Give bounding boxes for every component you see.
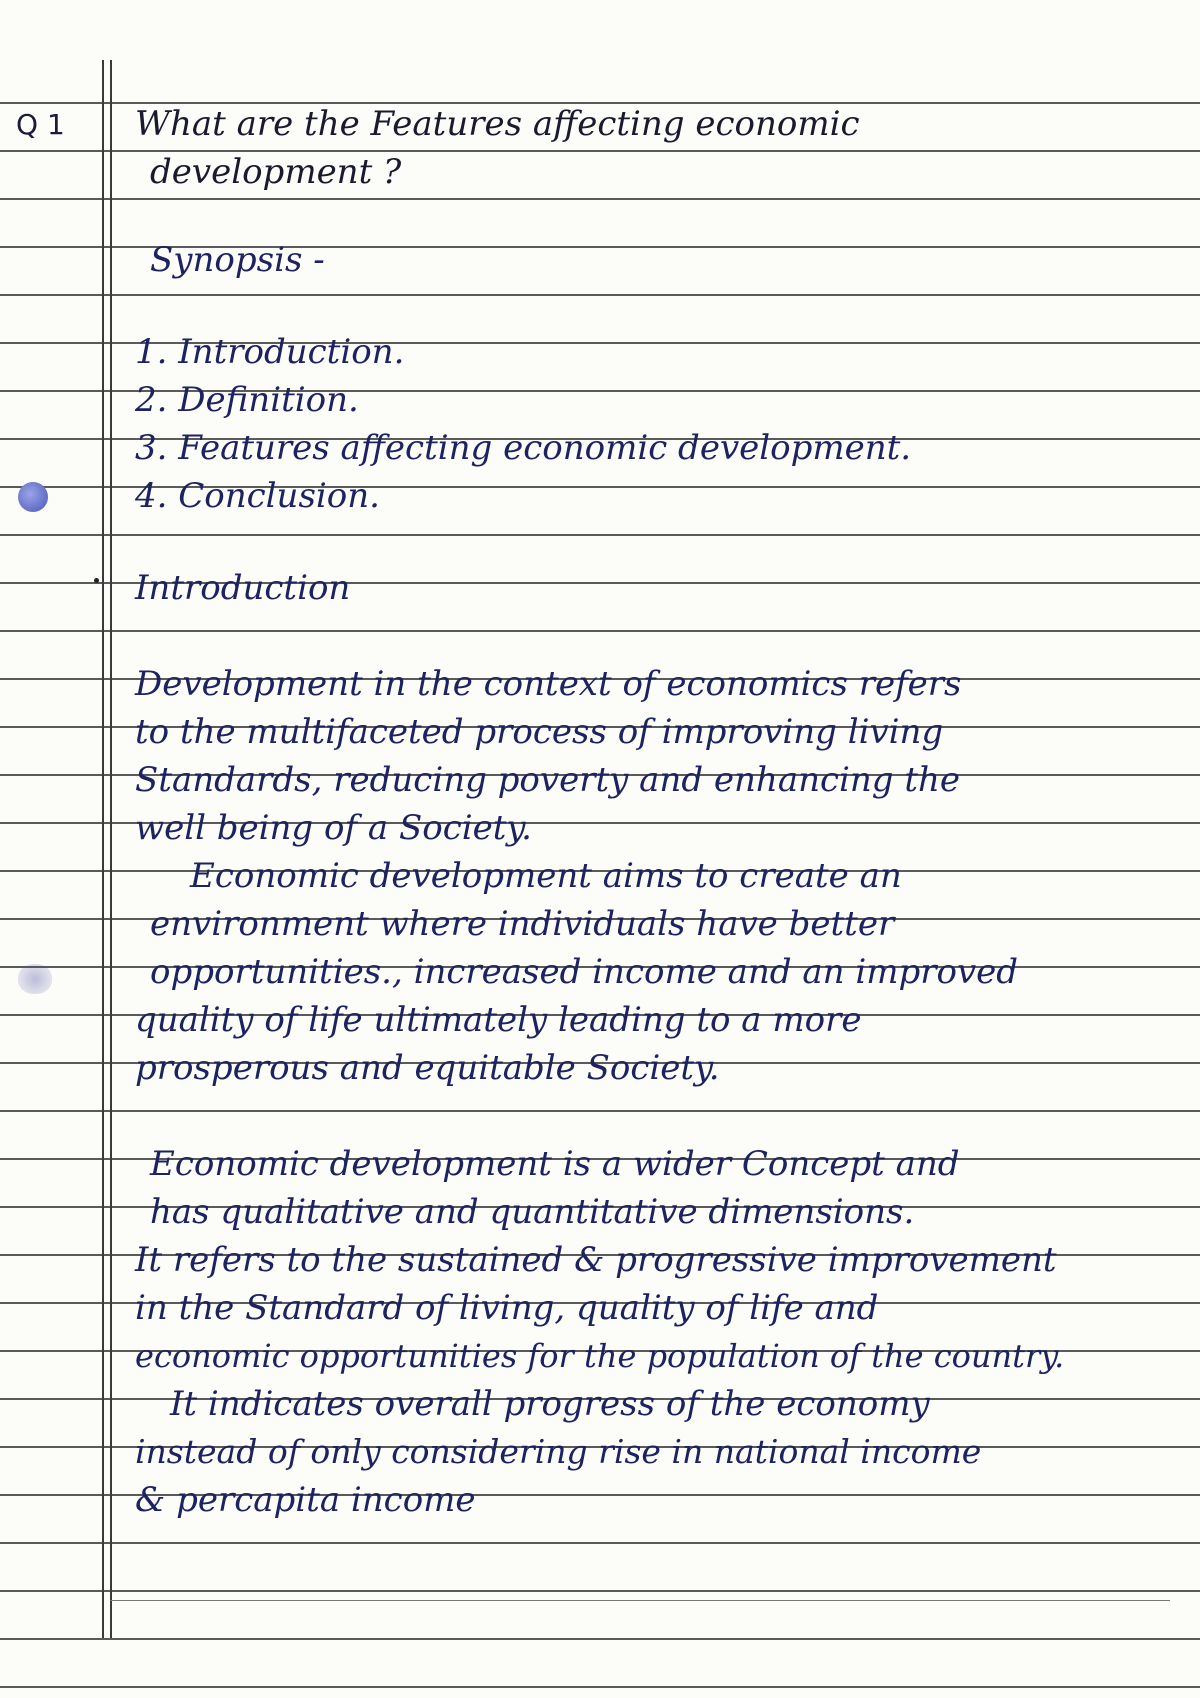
question-text-line: What are the Features affecting economic xyxy=(135,104,860,144)
synopsis-item: 2. Definition. xyxy=(135,380,359,420)
paragraph-line: It refers to the sustained & progressive improvement xyxy=(135,1240,1057,1280)
paragraph-line: Standards, reducing poverty and enhancing the xyxy=(135,760,961,800)
paragraph-line: to the multifaceted process of improving living xyxy=(135,712,944,752)
synopsis-item: 4. Conclusion. xyxy=(135,476,380,516)
binder-hole-icon xyxy=(18,482,48,512)
paragraph-line: instead of only considering rise in national income xyxy=(135,1432,982,1471)
paragraph-line: has qualitative and quantitative dimensions. xyxy=(150,1192,915,1232)
paragraph-line: prosperous and equitable Society. xyxy=(135,1048,720,1088)
margin-line xyxy=(110,58,112,1638)
synopsis-item: 3. Features affecting economic development. xyxy=(135,428,912,468)
question-text-line: development ? xyxy=(150,152,402,192)
paragraph-line: well being of a Society. xyxy=(135,808,532,848)
ink-smudge xyxy=(18,964,52,994)
bullet-icon xyxy=(94,578,99,583)
margin-line xyxy=(102,58,104,1638)
paragraph-line: opportunities., increased income and an improved xyxy=(150,952,1019,992)
paragraph-line: quality of life ultimately leading to a more xyxy=(135,1000,862,1040)
question-number: Q 1 xyxy=(16,108,65,141)
page-bottom-rule xyxy=(110,1600,1170,1601)
paragraph-line: Development in the context of economics refers xyxy=(135,664,962,704)
paragraph-line: environment where individuals have better xyxy=(150,904,895,944)
paragraph-line: It indicates overall progress of the economy xyxy=(170,1384,930,1424)
paragraph-line: in the Standard of living, quality of life and xyxy=(135,1288,879,1328)
paragraph-line: & percapita income xyxy=(135,1480,476,1520)
introduction-heading: Introduction xyxy=(135,568,351,608)
synopsis-item: 1. Introduction. xyxy=(135,332,405,372)
synopsis-heading: Synopsis - xyxy=(150,240,325,280)
paragraph-line: Economic development is a wider Concept and xyxy=(150,1144,960,1184)
paragraph-line: economic opportunities for the population of the country. xyxy=(135,1337,1065,1375)
paragraph-line: Economic development aims to create an xyxy=(190,856,902,896)
